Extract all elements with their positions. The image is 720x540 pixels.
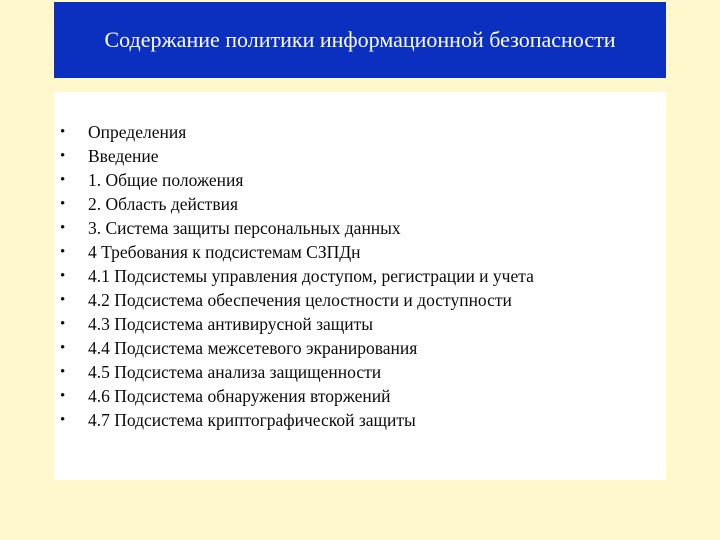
bullet-icon: • — [60, 292, 66, 308]
list-item — [54, 384, 666, 408]
list-item — [54, 360, 666, 384]
bullet-icon: • — [60, 340, 66, 356]
list-item-text: 4.4 Подсистема межсетевого экранирования — [88, 338, 418, 358]
list-item — [54, 288, 666, 312]
list-item-text: 4.1 Подсистемы управления доступом, регистрации и учета — [88, 266, 534, 286]
list-item-text: 4 Требования к подсистемам СЗПДн — [88, 242, 361, 262]
list-item-text: 2. Область действия — [88, 194, 239, 214]
list-item-text: 3. Система защиты персональных данных — [88, 218, 401, 238]
contents-list — [54, 120, 666, 432]
bullet-icon: • — [60, 364, 66, 380]
bullet-icon: • — [60, 316, 66, 332]
list-item-text: 4.7 Подсистема криптографической защиты — [88, 410, 416, 430]
slide-title: Содержание политики информационной безопасности — [104, 27, 616, 52]
list-item-text: 4.3 Подсистема антивирусной защиты — [88, 314, 374, 334]
bullet-icon: • — [60, 172, 66, 188]
list-item — [54, 312, 666, 336]
list-item — [54, 192, 666, 216]
bullet-icon: • — [60, 244, 66, 260]
list-item — [54, 240, 666, 264]
bullet-icon: • — [60, 412, 66, 428]
list-item-text: Определения — [88, 122, 187, 142]
list-item-text: 1. Общие положения — [88, 170, 244, 190]
list-item — [54, 264, 666, 288]
content-panel — [54, 92, 666, 480]
bullet-icon: • — [60, 196, 66, 212]
list-item — [54, 216, 666, 240]
bullet-icon: • — [60, 268, 66, 284]
bullet-icon: • — [60, 148, 66, 164]
list-item — [54, 408, 666, 432]
list-item — [54, 168, 666, 192]
bullet-icon: • — [60, 220, 66, 236]
list-item-text: 4.5 Подсистема анализа защищенности — [88, 362, 382, 382]
list-item — [54, 120, 666, 144]
bullet-icon: • — [60, 388, 66, 404]
list-item — [54, 144, 666, 168]
list-item-text: Введение — [88, 146, 159, 166]
list-item-text: 4.2 Подсистема обеспечения целостности и доступности — [88, 290, 512, 310]
title-bar — [54, 2, 666, 78]
list-item — [54, 336, 666, 360]
bullet-icon: • — [60, 124, 66, 140]
list-item-text: 4.6 Подсистема обнаружения вторжений — [88, 386, 391, 406]
